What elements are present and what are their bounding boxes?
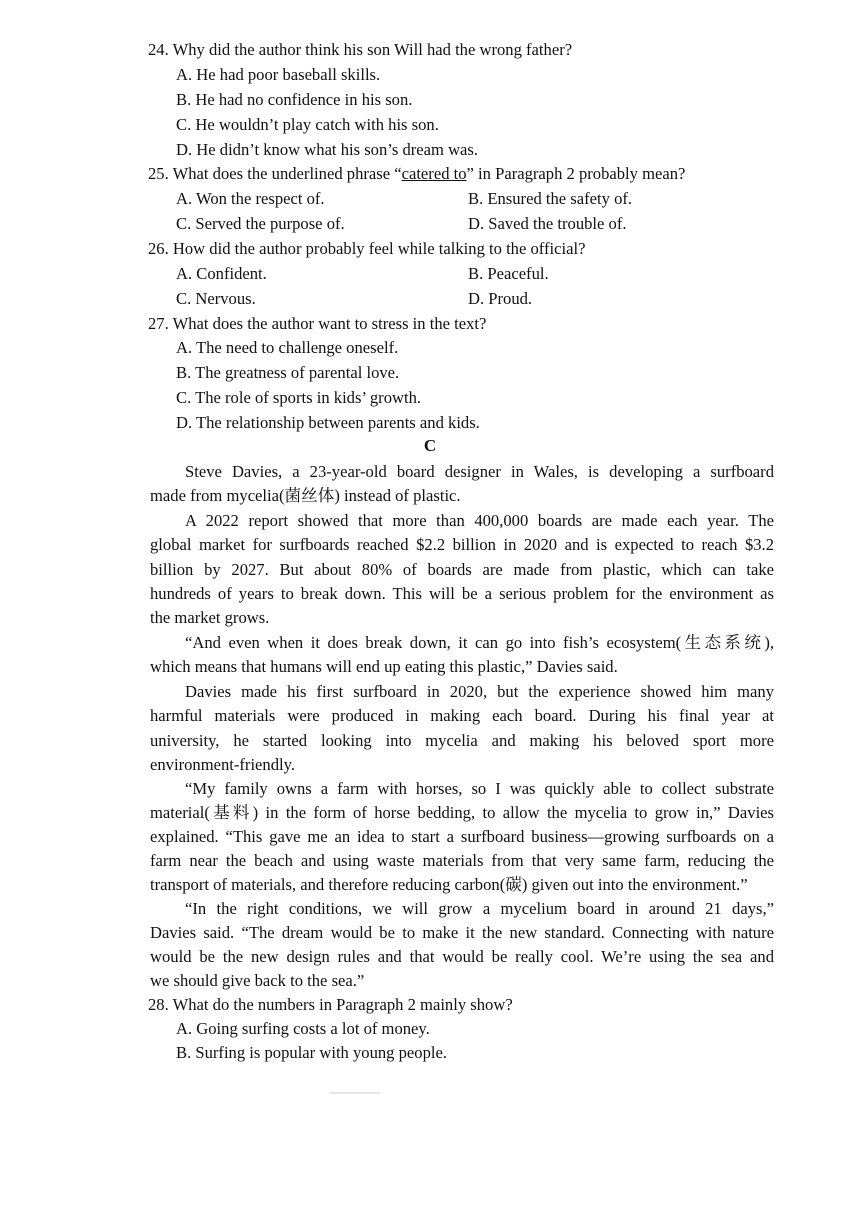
question-28-option-a: A. Going surfing costs a lot of money.: [176, 1019, 430, 1038]
passage-line: “In the right conditions, we will grow a mycelium board in around 21 days,”: [185, 899, 774, 918]
question-27-stem: 27. What does the author want to stress in the text?: [148, 314, 487, 333]
passage-line: Davies made his first surfboard in 2020, but the experience showed him many: [185, 682, 774, 701]
passage-line: Steve Davies, a 23-year-old board designer in Wales, is developing a surfboard: [185, 462, 774, 481]
passage-line: university, he started looking into mycelia and making his beloved sport more: [150, 731, 774, 750]
passage-line: global market for surfboards reached $2.2 billion in 2020 and is expected to reach $3.2: [150, 535, 774, 554]
question-24-option-a: A. He had poor baseball skills.: [176, 65, 381, 84]
passage-line: material(基料) in the form of horse bedding, to allow the mycelia to grow in,” Davies: [150, 803, 774, 822]
passage-line: the market grows.: [150, 608, 270, 627]
passage-line: transport of materials, and therefore reducing carbon(碳) given out into the environment.”: [150, 875, 748, 894]
question-24-option-d: D. He didn’t know what his son’s dream was.: [176, 140, 479, 159]
question-25-option-d: D. Saved the trouble of.: [468, 214, 627, 233]
passage-line: “My family owns a farm with horses, so I was quickly able to collect substrate: [185, 779, 774, 798]
question-26-option-a: A. Confident.: [176, 264, 267, 283]
passage-line: which means that humans will end up eating this plastic,” Davies said.: [150, 657, 618, 676]
section-c-title: C: [423, 436, 437, 455]
question-27-option-d: D. The relationship between parents and kids.: [176, 413, 480, 432]
question-24-option-c: C. He wouldn’t play catch with his son.: [176, 115, 439, 134]
question-26-option-d: D. Proud.: [468, 289, 533, 308]
scan-smudge: [330, 1092, 380, 1094]
passage-line: hundreds of years to break down. This will be a serious problem for the environment as: [150, 584, 774, 603]
question-26-option-b: B. Peaceful.: [468, 264, 549, 283]
passage-line: would be the new design rules and that would be really cool. We’re using the sea and: [150, 947, 774, 966]
passage-line: we should give back to the sea.”: [150, 971, 365, 990]
passage-line: made from mycelia(菌丝体) instead of plastic.: [150, 486, 461, 505]
question-26-stem: 26. How did the author probably feel while talking to the official?: [148, 239, 586, 258]
question-24-stem: 24. Why did the author think his son Will had the wrong father?: [148, 40, 573, 59]
passage-line: explained. “This gave me an idea to start a surfboard business—growing surfboards on a: [150, 827, 774, 846]
passage-line: harmful materials were produced in making each board. During his final year at: [150, 706, 774, 725]
passage-line: A 2022 report showed that more than 400,000 boards are made each year. The: [185, 511, 774, 530]
question-28-option-b: B. Surfing is popular with young people.: [176, 1043, 448, 1062]
passage-line: farm near the beach and using waste materials from that very same farm, reducing the: [150, 851, 774, 870]
question-25-option-c: C. Served the purpose of.: [176, 214, 345, 233]
passage-line: Davies said. “The dream would be to make it the new standard. Connecting with nature: [150, 923, 774, 942]
question-25-option-b: B. Ensured the safety of.: [468, 189, 633, 208]
question-25-stem: 25. What does the underlined phrase “catered to” in Paragraph 2 probably mean?: [148, 164, 686, 183]
question-24-option-b: B. He had no confidence in his son.: [176, 90, 413, 109]
question-26-option-c: C. Nervous.: [176, 289, 256, 308]
underlined-phrase: catered to: [401, 164, 467, 183]
passage-line: “And even when it does break down, it can go into fish’s ecosystem(生态系统),: [185, 633, 774, 652]
question-28-stem: 28. What do the numbers in Paragraph 2 mainly show?: [148, 995, 513, 1014]
question-27-option-b: B. The greatness of parental love.: [176, 363, 400, 382]
passage-line: billion by 2027. But about 80% of boards are made from plastic, which can take: [150, 560, 774, 579]
question-27-option-c: C. The role of sports in kids’ growth.: [176, 388, 422, 407]
passage-line: environment-friendly.: [150, 755, 295, 774]
question-27-option-a: A. The need to challenge oneself.: [176, 338, 399, 357]
question-25-option-a: A. Won the respect of.: [176, 189, 325, 208]
